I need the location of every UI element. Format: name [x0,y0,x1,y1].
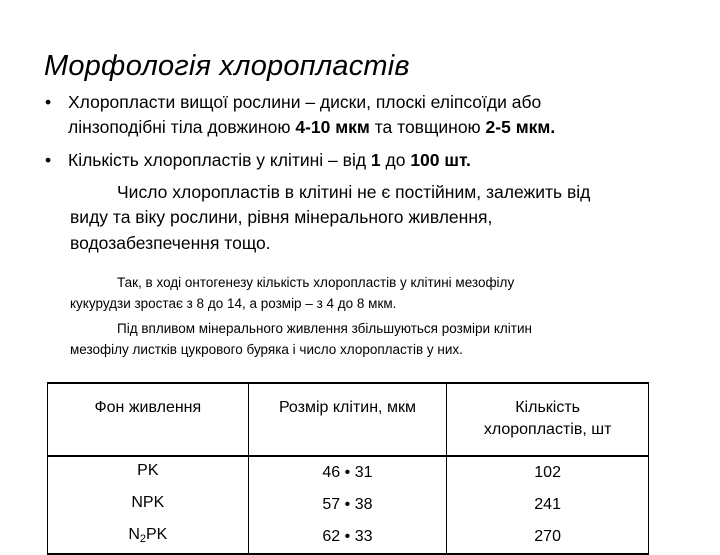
cell-count: 102 [447,456,649,489]
bullet-text: лінзоподібні тіла довжиною [68,117,296,137]
note-line: Так, в ході онтогенезу кількість хлоропластів у клітині мезофілу [117,275,515,290]
note-line: кукурудзи зростає з 8 до 14, а розмір – з 4 до 8 мкм. [70,296,397,311]
table-row [48,521,649,554]
bullet-dot-icon: • [45,150,52,170]
nutrition-table [47,382,649,555]
header-fon: Фон живлення [48,383,249,456]
fon-text: NPK [131,494,165,511]
paragraph-line: виду та віку рослини, рівня мінерального живлення, [70,207,493,227]
table-row [48,456,649,489]
bullet-text: та товщиною [369,117,486,137]
bullet-dot-icon: • [45,92,52,112]
bullet-line [68,115,555,140]
cell-count: 270 [447,521,649,554]
bullet-line [68,90,541,115]
header-size: Розмір клітин, мкм [248,383,447,456]
fon-sub: 2 [139,533,146,545]
cell-fon [48,521,249,554]
header-count [447,383,649,456]
bullet-bold-value: 4-10 мкм [295,117,370,137]
bullet-text: Кількість хлоропластів у клітині – від [68,150,371,170]
fon-text: PK [137,462,159,479]
cell-fon [48,489,249,521]
cell-fon [48,456,249,489]
cell-size: 46 • 31 [248,456,447,489]
cell-count: 241 [447,489,649,521]
cell-size: 57 • 38 [248,489,447,521]
bullet-text: Хлоропласти вищої рослини – диски, плоскі еліпсоїди або [68,92,542,112]
fon-text: N [128,526,140,543]
bullet-bold-value: 100 шт. [410,150,471,170]
table-row [48,489,649,521]
page-title: Морфологія хлоропластів [44,50,410,82]
paragraph-line: Число хлоропластів в клітині не є постійним, залежить від [117,182,591,202]
fon-rest: PK [146,526,168,543]
bullet-line [68,148,471,173]
header-count-line1: Кількість [515,399,580,416]
bullet-text: до [380,150,411,170]
table-header-row [48,383,649,456]
paragraph-line: водозабезпечення тощо. [70,233,271,253]
bullet-bold-value: 2-5 мкм. [485,117,556,137]
header-count-line2: хлоропластів, шт [483,421,612,438]
bullet-bold-value: 1 [370,150,381,170]
note-line: Під впливом мінерального живлення збільшуються розміри клітин [117,321,532,336]
note-line: мезофілу листків цукрового буряка і число хлоропластів у них. [70,342,463,357]
cell-size: 62 • 33 [248,521,447,554]
